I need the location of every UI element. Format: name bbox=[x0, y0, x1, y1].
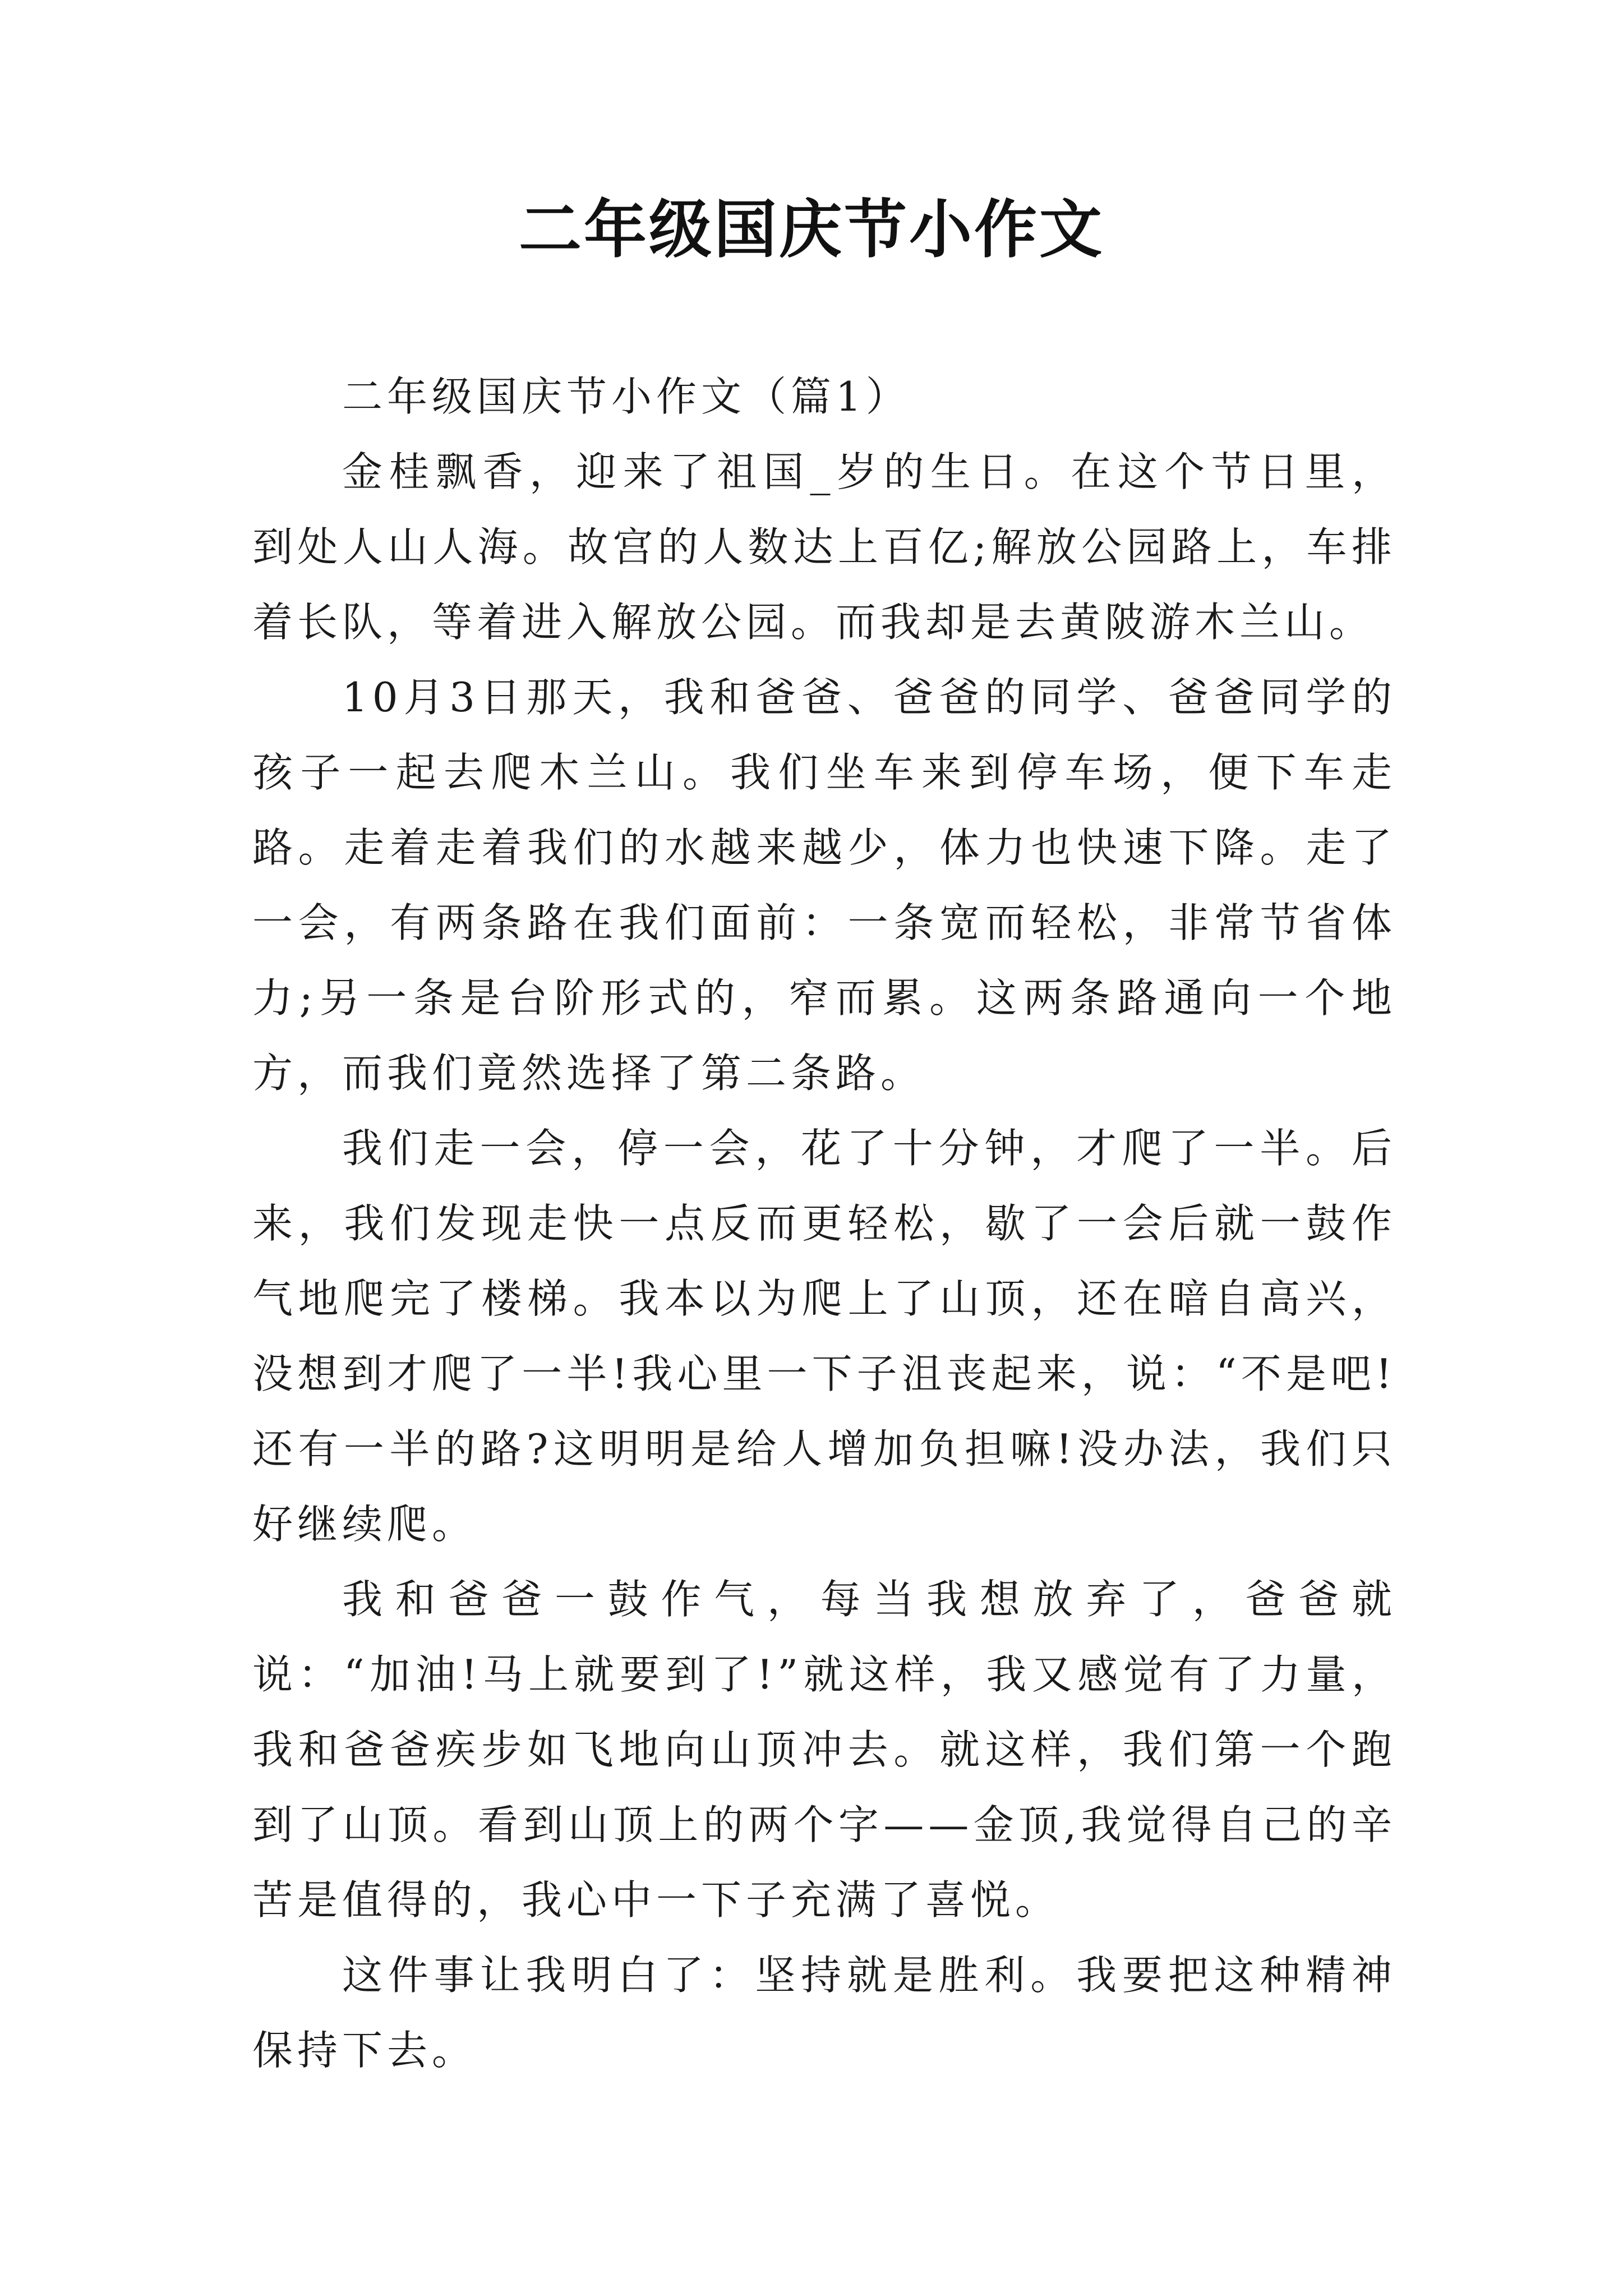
paragraph: 金桂飘香，迎来了祖国_岁的生日。在这个节日里，到处人山人海。故宫的人数达上百亿;解放公园路上，车排着长队，等着进入解放公园。而我却是去黄陂游木兰山。 bbox=[252, 448, 1396, 646]
paragraph: 我和爸爸一鼓作气，每当我想放弃了，爸爸就说：“加油!马上就要到了!”就这样，我又感觉有了力量，我和爸爸疾步如飞地向山顶冲去。就这样，我们第一个跑到了山顶。看到山顶上的两个字——金顶,我觉得自己的辛苦是值得的，我心中一下子充满了喜悦。 bbox=[252, 1576, 1396, 1924]
paragraph: 10月3日那天，我和爸爸、爸爸的同学、爸爸同学的孩子一起去爬木兰山。我们坐车来到停车场，便下车走路。走着走着我们的水越来越少，体力也快速下降。走了一会，有两条路在我们面前：一条宽而轻松，非常节省体力;另一条是台阶形式的，窄而累。这两条路通向一个地方，而我们竟然选择了第二条路。 bbox=[252, 674, 1396, 1097]
document-title: 二年级国庆节小作文 bbox=[519, 193, 1104, 266]
paragraph: 我们走一会，停一会，花了十分钟，才爬了一半。后来，我们发现走快一点反而更轻松，歇了一会后就一鼓作气地爬完了楼梯。我本以为爬上了山顶，还在暗自高兴，没想到才爬了一半!我心里一下子沮丧起来，说：“不是吧!还有一半的路?这明明是给人增加负担嘛!没办法，我们只好继续爬。 bbox=[252, 1125, 1396, 1548]
paragraph: 这件事让我明白了：坚持就是胜利。我要把这种精神保持下去。 bbox=[252, 1952, 1396, 2074]
paragraph-heading: 二年级国庆节小作文（篇1） bbox=[342, 373, 911, 420]
document-body bbox=[252, 359, 1396, 2088]
